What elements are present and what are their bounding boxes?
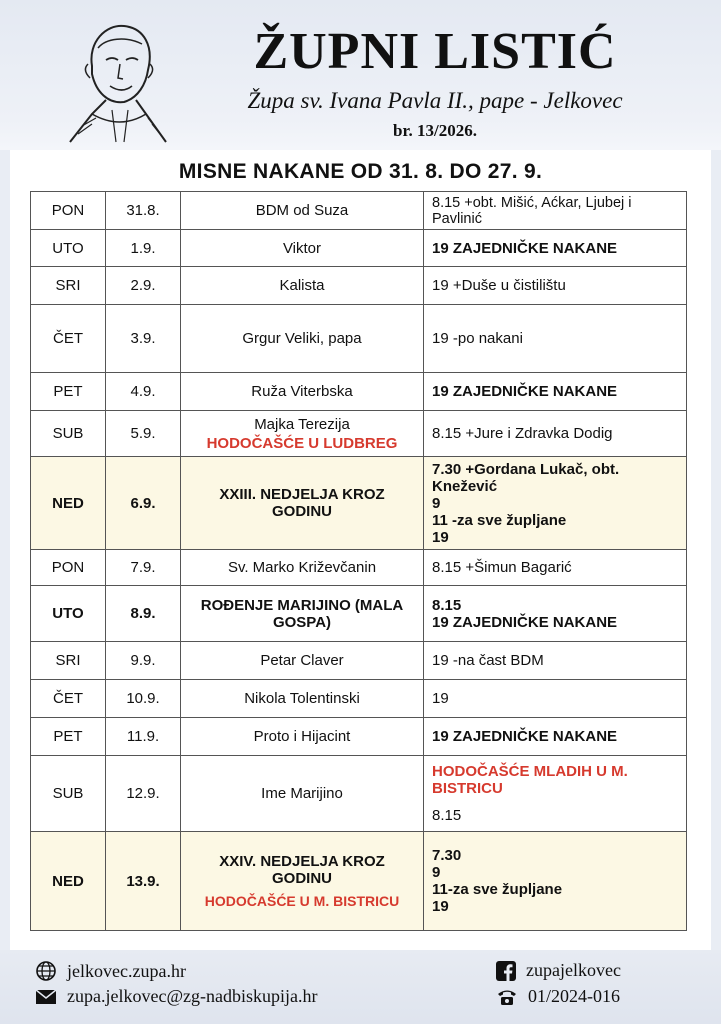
email-contact	[35, 986, 318, 1007]
pilgrimage-note: HODOČAŠĆE U LUDBREG	[206, 434, 398, 452]
date-cell: 1.9.	[106, 230, 181, 267]
day-cell: PET	[31, 373, 106, 411]
schedule-row	[31, 230, 687, 267]
page-title: ŽUPNI LISTIĆ	[253, 23, 617, 80]
day-cell: ČET	[31, 680, 106, 718]
mass-cell	[424, 305, 687, 373]
saint-cell	[181, 230, 424, 267]
mass-entry: 19	[432, 690, 449, 707]
saint-name: Kalista	[279, 277, 325, 294]
schedule-row	[31, 267, 687, 305]
mass-cell	[424, 192, 687, 230]
facebook-handle[interactable]: zupajelkovec	[526, 960, 621, 980]
schedule-row	[31, 550, 687, 586]
day-cell: UTO	[31, 230, 106, 267]
globe-icon	[35, 960, 57, 982]
mass-cell	[424, 586, 687, 642]
saint-name: Ruža Viterbska	[251, 383, 353, 400]
parish-subtitle: Župa sv. Ivana Pavla II., pape - Jelkovec	[247, 88, 623, 113]
facebook-icon	[496, 961, 516, 981]
schedule-row	[31, 756, 687, 832]
mass-cell	[424, 457, 687, 550]
day-cell: PET	[31, 718, 106, 756]
saint-cell	[181, 680, 424, 718]
saint-name: XXIII. NEDJELJA KROZ GODINU	[219, 486, 385, 520]
mass-entry: 19	[432, 528, 449, 546]
schedule-title: MISNE NAKANE OD 31. 8. DO 27. 9.	[178, 160, 543, 183]
day-cell: SRI	[31, 642, 106, 680]
website-link[interactable]: jelkovec.zupa.hr	[67, 960, 186, 981]
pope-portrait-illustration	[62, 14, 172, 144]
date-cell: 31.8.	[106, 192, 181, 230]
saint-cell	[181, 267, 424, 305]
saint-cell	[181, 411, 424, 457]
mass-entry: 8.15 +Jure i Zdravka Dodig	[432, 425, 613, 442]
saint-name: Sv. Marko Križevčanin	[227, 559, 377, 576]
schedule-row	[31, 718, 687, 756]
day-cell: SUB	[31, 411, 106, 457]
saint-cell	[181, 586, 424, 642]
envelope-icon	[35, 988, 57, 1006]
mass-entry: 19	[432, 898, 449, 915]
mass-cell	[424, 230, 687, 267]
saint-name: Grgur Veliki, papa	[242, 330, 362, 347]
saint-name: Viktor	[282, 239, 322, 257]
mass-cell	[424, 642, 687, 680]
date-cell: 6.9.	[106, 457, 181, 550]
schedule-row	[31, 642, 687, 680]
mass-entry: 19 ZAJEDNIČKE NAKANE	[432, 728, 618, 745]
day-cell: NED	[31, 832, 106, 931]
mass-cell	[424, 373, 687, 411]
day-cell: NED	[31, 457, 106, 550]
day-cell: UTO	[31, 586, 106, 642]
mass-entry: 9	[432, 494, 441, 512]
saint-name: Petar Claver	[260, 652, 344, 669]
saint-name: Proto i Hijacint	[253, 728, 351, 745]
phone-contact	[496, 986, 620, 1007]
date-cell: 3.9.	[106, 305, 181, 373]
mass-entry: 19 ZAJEDNIČKE NAKANE	[432, 383, 618, 400]
mass-cell	[424, 550, 687, 586]
saint-cell	[181, 373, 424, 411]
mass-schedule-table	[30, 191, 687, 931]
date-cell: 5.9.	[106, 411, 181, 457]
mass-entry: 19 -po nakani	[432, 330, 523, 347]
website-contact	[35, 960, 186, 982]
mass-entry: 9	[432, 864, 441, 881]
saint-cell	[181, 305, 424, 373]
saint-name: Nikola Tolentinski	[244, 690, 360, 707]
mass-entry: 8.15	[432, 807, 462, 824]
date-cell: 10.9.	[106, 680, 181, 718]
saint-cell	[181, 457, 424, 550]
date-cell: 11.9.	[106, 718, 181, 756]
schedule-row	[31, 411, 687, 457]
saint-name: XXIV. NEDJELJA KROZ GODINU	[219, 853, 385, 887]
saint-name: ROĐENJE MARIJINO (MALA GOSPA)	[200, 596, 404, 631]
issue-number: br. 13/2026.	[393, 121, 477, 140]
mass-entry: 19 -na čast BDM	[432, 652, 544, 669]
mass-entry: HODOČAŠĆE MLADIH U M. BISTRICU	[432, 763, 628, 797]
mass-cell	[424, 718, 687, 756]
mass-entry: 19 ZAJEDNIČKE NAKANE	[432, 613, 618, 631]
mass-entry: 19 ZAJEDNIČKE NAKANE	[432, 239, 618, 257]
mass-entry: 8.15 +obt. Mišić, Aćkar, Ljubej i Pavlinić	[432, 194, 632, 227]
facebook-contact	[496, 960, 621, 981]
email-link[interactable]: zupa.jelkovec@zg-nadbiskupija.hr	[67, 986, 318, 1006]
date-cell: 8.9.	[106, 586, 181, 642]
schedule-row	[31, 192, 687, 230]
saint-name: Majka Terezija	[254, 415, 350, 433]
pilgrimage-note: HODOČAŠĆE U M. BISTRICU	[204, 893, 400, 909]
schedule-row	[31, 305, 687, 373]
saint-cell	[181, 832, 424, 931]
saint-cell	[181, 642, 424, 680]
footer	[0, 950, 721, 1024]
day-cell: PON	[31, 192, 106, 230]
schedule-row	[31, 373, 687, 411]
mass-entry: 11 -za sve župljane	[432, 511, 567, 529]
schedule-row	[31, 832, 687, 931]
saint-cell	[181, 550, 424, 586]
mass-cell	[424, 411, 687, 457]
schedule-row	[31, 457, 687, 550]
mass-entry: 7.30 +Gordana Lukač, obt. Knežević	[432, 460, 620, 495]
mass-cell	[424, 680, 687, 718]
date-cell: 7.9.	[106, 550, 181, 586]
header	[0, 0, 721, 150]
day-cell: SUB	[31, 756, 106, 832]
day-cell: ČET	[31, 305, 106, 373]
saint-cell	[181, 756, 424, 832]
date-cell: 12.9.	[106, 756, 181, 832]
mass-cell	[424, 267, 687, 305]
telephone-icon	[496, 987, 518, 1007]
schedule-row	[31, 680, 687, 718]
mass-entry: 8.15	[432, 596, 462, 614]
schedule-row	[31, 586, 687, 642]
date-cell: 2.9.	[106, 267, 181, 305]
date-cell: 13.9.	[106, 832, 181, 931]
mass-entry: 8.15 +Šimun Bagarić	[432, 559, 572, 576]
mass-entry: 19 +Duše u čistilištu	[432, 277, 566, 294]
saint-cell	[181, 192, 424, 230]
mass-entry: 11-za sve župljane	[432, 881, 563, 898]
date-cell: 9.9.	[106, 642, 181, 680]
day-cell: PON	[31, 550, 106, 586]
date-cell: 4.9.	[106, 373, 181, 411]
mass-entry: 7.30	[432, 847, 462, 864]
mass-cell	[424, 832, 687, 931]
phone-number[interactable]: 01/2024-016	[528, 986, 620, 1006]
mass-cell	[424, 756, 687, 832]
saint-name: BDM od Suza	[255, 202, 349, 219]
day-cell: SRI	[31, 267, 106, 305]
saint-name: Ime Marijino	[261, 785, 343, 802]
saint-cell	[181, 718, 424, 756]
